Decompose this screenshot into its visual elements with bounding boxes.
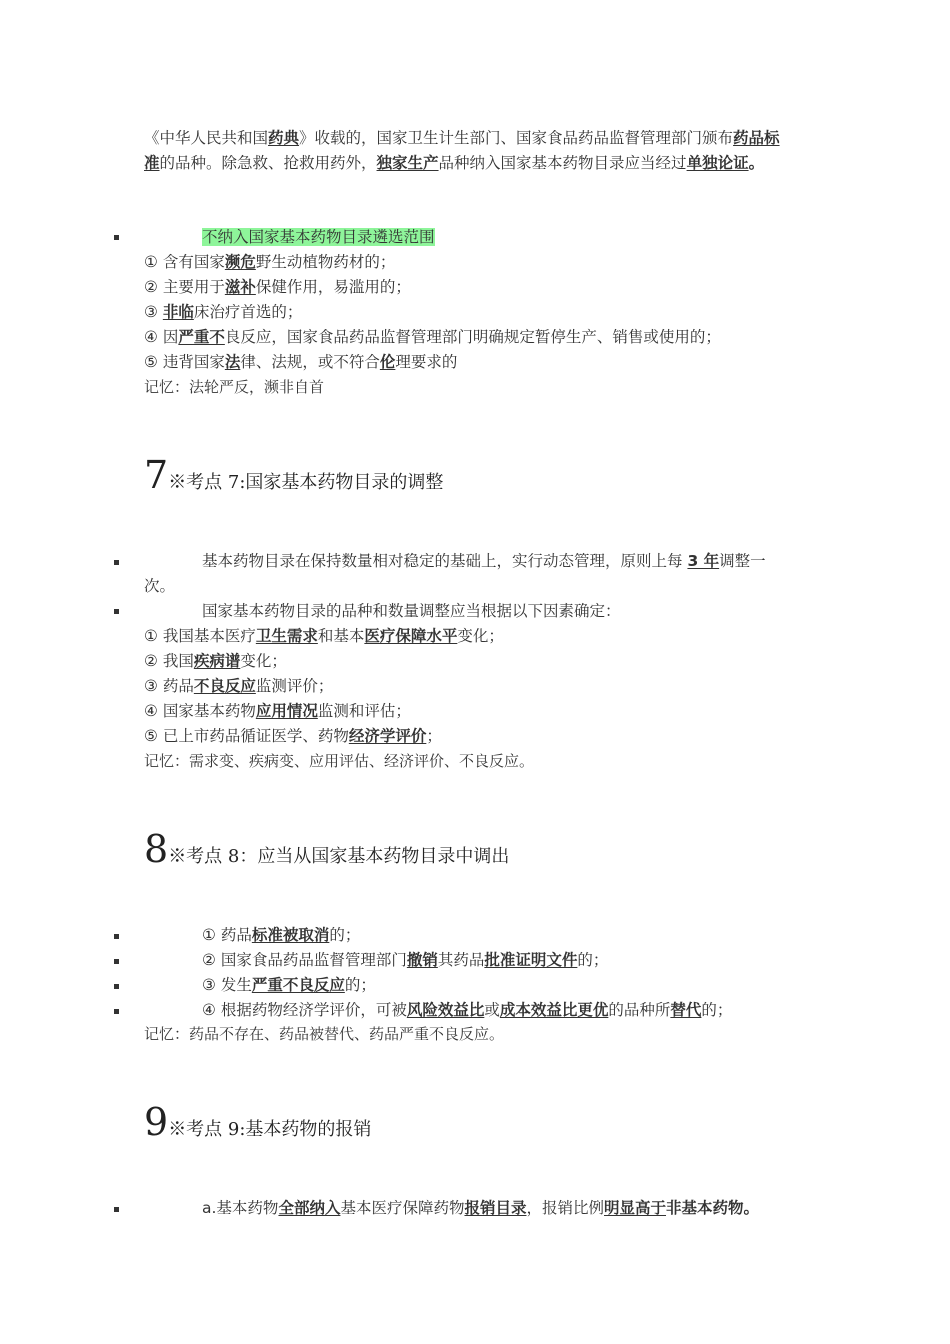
text-run: ④ 因 <box>144 328 179 346</box>
s7-para-1-cont: 次。 <box>144 577 176 595</box>
bullet-marker <box>114 934 119 939</box>
text-run: 的； <box>344 976 376 994</box>
bold-term: 全部纳入 <box>278 1199 341 1217</box>
text-run: 《中华人民共和国 <box>144 129 269 147</box>
bold-term: 疾病谱 <box>193 652 241 670</box>
section-heading-9 <box>144 1102 371 1142</box>
text-run: 律、法规，或不符合 <box>240 353 380 371</box>
bold-term: 药典 <box>268 129 300 147</box>
text-run: ⑤ 已上市药品循证医学、药物 <box>144 727 349 745</box>
bold-term: 药品标 <box>733 129 780 147</box>
text-run: 的品种。除急救、抢救用药外， <box>159 154 377 172</box>
bullet-marker <box>114 1009 119 1014</box>
bold-term: 伦 <box>379 353 396 371</box>
bold-term: 法 <box>224 353 241 371</box>
text-run: ③ <box>144 303 163 321</box>
s8-item-3 <box>202 973 376 998</box>
bullet-marker <box>114 609 119 614</box>
bullet-marker <box>114 959 119 964</box>
bold-term: 非临 <box>162 303 194 321</box>
text-run: 的； <box>701 1001 733 1019</box>
exclude-item-4 <box>144 325 721 350</box>
text-run: a.基本药物 <box>202 1199 279 1217</box>
text-run: ① 含有国家 <box>144 253 225 271</box>
heading-text: ※考点 8：应当从国家基本药物目录中调出 <box>168 846 510 867</box>
bold-term: 不良反应 <box>193 677 256 695</box>
s9-item-a <box>202 1196 759 1221</box>
highlight-text: 不纳入国家基本药物目录遴选范围 <box>202 228 435 246</box>
text-run: 或 <box>484 1001 500 1019</box>
text-run: 变化； <box>240 652 287 670</box>
s8-item-4 <box>202 998 732 1023</box>
bold-term: 报销目录 <box>464 1199 527 1217</box>
bullet-marker <box>114 1207 119 1212</box>
exclude-memo: 记忆：法轮严反，濒非自首 <box>144 378 325 396</box>
bold-term: 单独论证 <box>686 154 749 172</box>
text-run: 的； <box>577 951 609 969</box>
text-run: ② 国家食品药品监督管理部门 <box>202 951 407 969</box>
text-run: 理要求的 <box>395 353 458 371</box>
bold-term: 独家生产 <box>376 154 439 172</box>
text-run: 非基本药物。 <box>666 1199 760 1217</box>
text-run: 和基本 <box>317 627 365 645</box>
text-run: 监测评价； <box>255 677 334 695</box>
s8-memo: 记忆：药品不存在、药品被替代、药品严重不良反应。 <box>144 1025 505 1043</box>
s7-item-3 <box>144 674 333 699</box>
text-run: 基本药物目录在保持数量相对稳定的基础上，实行动态管理，原则上每 <box>202 552 688 570</box>
text-run: ① 药品 <box>202 926 252 944</box>
bold-term: 风险效益比 <box>406 1001 485 1019</box>
text-run: 良反应，国家食品药品监督管理部门明确规定暂停生产、销售或使用的； <box>224 328 721 346</box>
bold-term: 撤销 <box>406 951 438 969</box>
text-run: 野生动植物药材的； <box>255 253 396 271</box>
section-heading-8 <box>144 829 509 869</box>
bullet-marker <box>114 984 119 989</box>
text-run: ① 我国基本医疗 <box>144 627 256 645</box>
s7-para-1 <box>202 549 766 574</box>
text-run: 监测和评估； <box>317 702 411 720</box>
exclude-title <box>202 225 435 250</box>
text-run: ④ 国家基本药物 <box>144 702 256 720</box>
text-run: 变化； <box>457 627 504 645</box>
heading-number: 9 <box>144 1100 169 1144</box>
bullet-marker <box>114 560 119 565</box>
bold-term: 医疗保障水平 <box>364 627 458 645</box>
heading-number: 7 <box>144 453 169 497</box>
text-run: 》收载的，国家卫生计生部门、国家食品药品监督管理部门颁布 <box>299 129 734 147</box>
text-run: ③ 药品 <box>144 677 194 695</box>
exclude-item-1 <box>144 250 395 275</box>
bold-term: 严重不良反应 <box>251 976 345 994</box>
heading-number: 8 <box>144 827 169 871</box>
bold-term: 卫生需求 <box>255 627 318 645</box>
text-run: ⑤ 违背国家 <box>144 353 225 371</box>
bold-term: 替代 <box>670 1001 702 1019</box>
heading-text: ※考点 7:国家基本药物目录的调整 <box>168 472 444 493</box>
section-heading-7 <box>144 455 443 495</box>
bold-term: 标准被取消 <box>251 926 330 944</box>
text-run: ② 主要用于 <box>144 278 225 296</box>
text-run: 的品种所 <box>608 1001 671 1019</box>
s8-item-1 <box>202 923 360 948</box>
s7-item-1 <box>144 624 504 649</box>
text-run: ，报销比例 <box>526 1199 604 1217</box>
text-run: 调整一 <box>719 552 766 570</box>
text-run: 保健作用，易滥用的； <box>255 278 411 296</box>
s7-item-5 <box>144 724 442 749</box>
bold-term: 严重不 <box>178 328 225 346</box>
heading-text: ※考点 9:基本药物的报销 <box>168 1119 372 1140</box>
exclude-item-3 <box>144 300 302 325</box>
bold-term: 准 <box>144 154 160 172</box>
bold-term: 滋补 <box>224 278 256 296</box>
text-run: ③ 发生 <box>202 976 252 994</box>
bold-term: 明显高于 <box>604 1199 667 1217</box>
intro-line-2 <box>144 151 764 176</box>
intro-line-1 <box>144 126 780 151</box>
bold-term: 应用情况 <box>255 702 318 720</box>
text-run: ； <box>426 727 442 745</box>
s7-item-2 <box>144 649 287 674</box>
text-run: 。 <box>748 154 765 172</box>
text-run: ② 我国 <box>144 652 194 670</box>
s7-memo: 记忆：需求变、疾病变、应用评估、经济评价、不良反应。 <box>144 752 535 770</box>
text-run: 基本医疗保障药物 <box>340 1199 465 1217</box>
text-run: 其药品 <box>437 951 485 969</box>
bold-term: 3 年 <box>687 552 720 570</box>
text-run: 品种纳入国家基本药物目录应当经过 <box>438 154 687 172</box>
bold-term: 批准证明文件 <box>484 951 578 969</box>
text-run: ④ 根据药物经济学评价，可被 <box>202 1001 407 1019</box>
s8-item-2 <box>202 948 608 973</box>
text-run: 的； <box>329 926 361 944</box>
bold-term: 成本效益比更优 <box>499 1001 609 1019</box>
bullet-marker <box>114 235 119 240</box>
bold-term: 濒危 <box>224 253 256 271</box>
exclude-item-2 <box>144 275 411 300</box>
s7-para-2: 国家基本药物目录的品种和数量调整应当根据以下因素确定： <box>202 602 621 620</box>
s7-item-4 <box>144 699 411 724</box>
bold-term: 经济学评价 <box>348 727 427 745</box>
exclude-item-5 <box>144 350 457 375</box>
text-run: 床治疗首选的； <box>193 303 303 321</box>
